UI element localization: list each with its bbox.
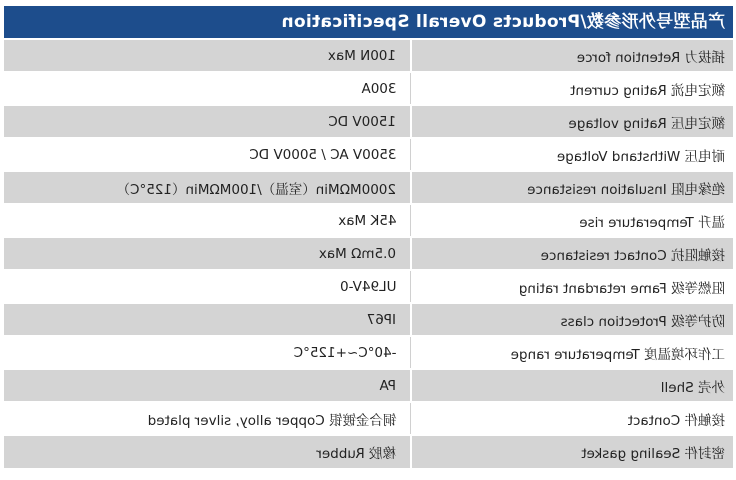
table-row bbox=[4, 171, 733, 204]
param-name: 额定电流 Rating current bbox=[411, 72, 733, 105]
param-value: 0.5mΩ Max bbox=[4, 237, 411, 270]
param-value: 铜合金镀银 Copper alloy, silver plated bbox=[4, 402, 411, 435]
param-name: 接触件 Contact bbox=[411, 402, 733, 435]
param-value: 45K Max bbox=[4, 204, 411, 237]
table-row bbox=[4, 138, 733, 171]
table-row bbox=[4, 402, 733, 435]
param-name: 阻燃等级 Fame retardant rating bbox=[411, 270, 733, 303]
param-name: 外壳 Shell bbox=[411, 369, 733, 402]
param-value: 橡胶 Rubber bbox=[4, 435, 411, 468]
table-row bbox=[4, 270, 733, 303]
param-name: 插拔力 Retention force bbox=[411, 39, 733, 72]
param-name: 防护等级 Protection class bbox=[411, 303, 733, 336]
param-name: 密封件 Sealing gasket bbox=[411, 435, 733, 468]
table-row bbox=[4, 369, 733, 402]
table-row bbox=[4, 336, 733, 369]
param-value: -40°C~+125°C bbox=[4, 336, 411, 369]
table-title: 产品型号外形参数/Products Overall Specification bbox=[4, 6, 733, 38]
table-row bbox=[4, 204, 733, 237]
spec-table-container bbox=[4, 6, 733, 477]
param-value: 100N Max bbox=[4, 39, 411, 72]
table-row bbox=[4, 237, 733, 270]
param-value: 3500V AC / 5000V DC bbox=[4, 138, 411, 171]
param-value: PA bbox=[4, 369, 411, 402]
param-name: 接触阻抗 Contact resistance bbox=[411, 237, 733, 270]
table-row bbox=[4, 105, 733, 138]
table-row bbox=[4, 303, 733, 336]
param-value: IP67 bbox=[4, 303, 411, 336]
table-row bbox=[4, 435, 733, 468]
param-value: 300A bbox=[4, 72, 411, 105]
param-value: UL94V-0 bbox=[4, 270, 411, 303]
spec-table bbox=[4, 38, 733, 468]
param-name: 工作环境温度 Temperature range bbox=[411, 336, 733, 369]
table-row bbox=[4, 72, 733, 105]
table-row bbox=[4, 39, 733, 72]
param-name: 绝缘电阻 Insulation resistance bbox=[411, 171, 733, 204]
param-value: 1500V DC bbox=[4, 105, 411, 138]
param-name: 额定电压 Rating voltage bbox=[411, 105, 733, 138]
param-value: 2000MΩMin（室温）/100MΩMin（125°C） bbox=[4, 171, 411, 204]
param-name: 耐电压 Withstand Voltage bbox=[411, 138, 733, 171]
param-name: 温升 Temperature rise bbox=[411, 204, 733, 237]
